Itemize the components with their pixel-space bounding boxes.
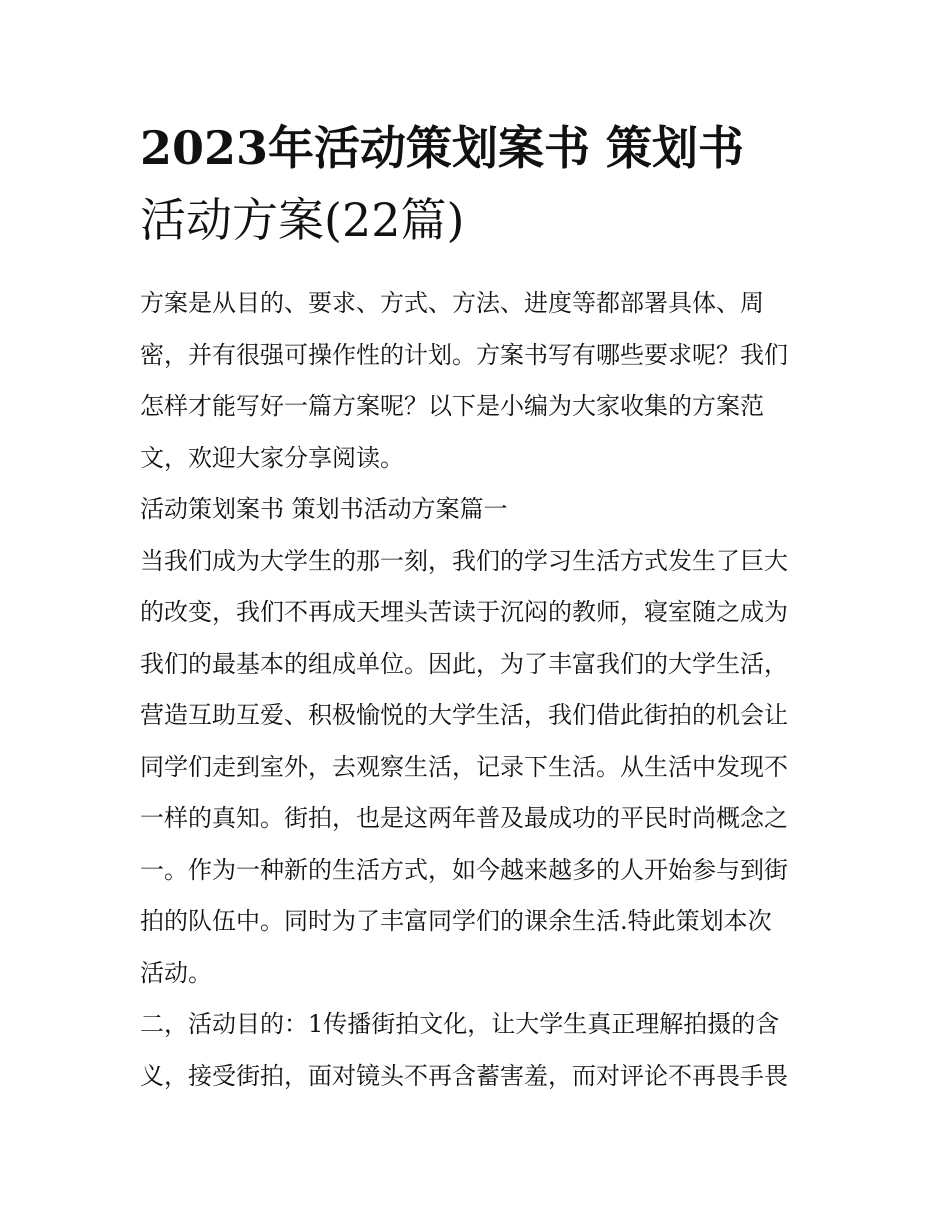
paragraph-1-line-8: 拍的队伍中。同时为了丰富同学们的课余生活.特此策划本次 bbox=[140, 907, 772, 935]
paragraph-1-line-7: 一。作为一种新的生活方式，如今越来越多的人开始参与到街 bbox=[140, 855, 788, 884]
paragraph-1-line-6: 一样的真知。街拍，也是这两年普及最成功的平民时尚概念之 bbox=[140, 804, 788, 832]
paragraph-2 bbox=[140, 999, 816, 1102]
intro-line-3: 怎样才能写好一篇方案呢？以下是小编为大家收集的方案范 bbox=[140, 392, 764, 420]
paragraph-2-line-2: 义，接受街拍，面对镜头不再含蓄害羞，而对评论不再畏手畏 bbox=[140, 1061, 788, 1090]
document-body bbox=[140, 278, 816, 1102]
intro-line-2: 密，并有很强可操作性的计划。方案书写有哪些要求呢？我们 bbox=[140, 340, 788, 369]
section-heading bbox=[140, 484, 816, 536]
intro-line-1: 方案是从目的、要求、方式、方法、进度等都部署具体、周 bbox=[140, 289, 764, 317]
paragraph-2-line-1: 二，活动目的：1传播街拍文化，让大学生真正理解拍摄的含 bbox=[140, 1010, 780, 1038]
paragraph-1-line-5: 同学们走到室外，去观察生活，记录下生活。从生活中发现不 bbox=[140, 752, 788, 781]
paragraph-1-line-4: 营造互助互爱、积极愉悦的大学生活，我们借此街拍的机会让 bbox=[140, 701, 788, 729]
paragraph-1-line-9: 活动。 bbox=[140, 958, 212, 987]
paragraph-1-line-1: 当我们成为大学生的那一刻，我们的学习生活方式发生了巨大 bbox=[140, 546, 788, 575]
title-line-1: 2023年活动策划案书 策划书 bbox=[140, 121, 745, 175]
paragraph-1-line-3: 我们的最基本的组成单位。因此，为了丰富我们的大学生活， bbox=[140, 649, 788, 678]
paragraph-1 bbox=[140, 536, 816, 1000]
section-heading-text: 活动策划案书 策划书活动方案篇一 bbox=[140, 495, 508, 523]
intro-paragraph bbox=[140, 278, 816, 484]
document-title bbox=[140, 112, 820, 256]
title-line-2: 活动方案(22篇) bbox=[140, 193, 465, 247]
paragraph-1-line-2: 的改变，我们不再成天埋头苦读于沉闷的教师，寝室随之成为 bbox=[140, 598, 788, 626]
intro-line-4: 文，欢迎大家分享阅读。 bbox=[140, 443, 404, 472]
